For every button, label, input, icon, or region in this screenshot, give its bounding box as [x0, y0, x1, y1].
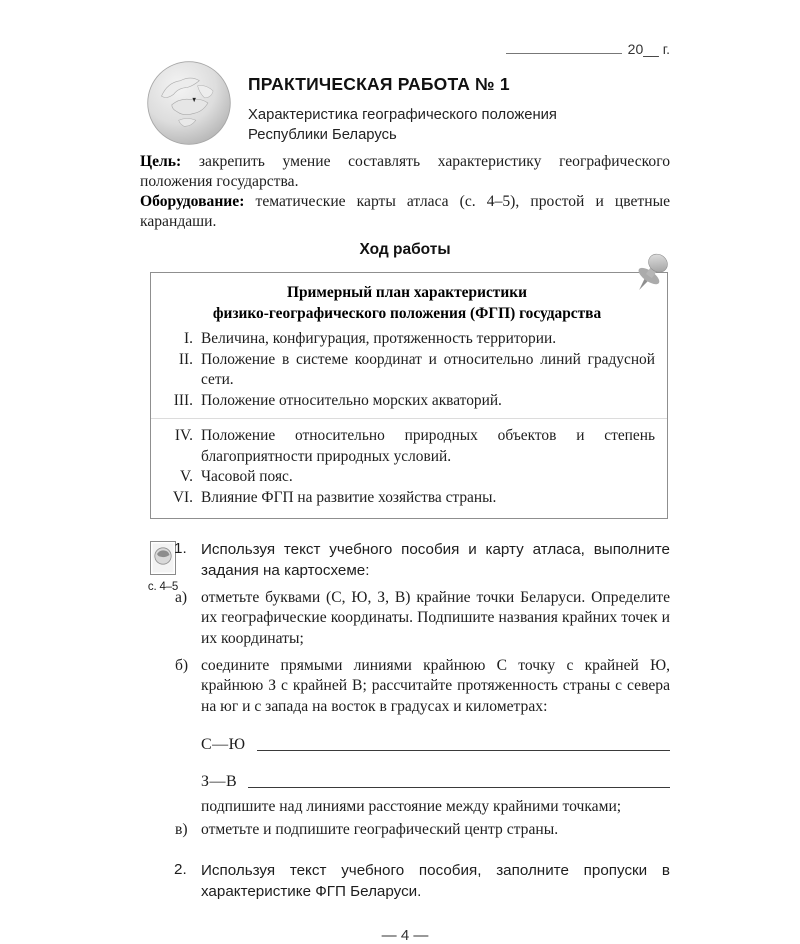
plan-item-number: V. — [180, 468, 193, 486]
subtitle-line-2: Республики Беларусь — [248, 126, 397, 143]
answer-blank-line[interactable] — [248, 773, 670, 788]
plan-title-line-2: физико-географического положения (ФГП) государства — [212, 305, 602, 323]
margin-page-note: с. 4–5 — [147, 581, 179, 594]
subtitle-line-1: Характеристика географического положения — [248, 107, 557, 123]
task-number: 2. — [174, 861, 187, 879]
subitem-label: в) — [175, 821, 188, 839]
equipment-label: Оборудование: — [140, 192, 245, 210]
answer-line-n-s — [201, 736, 670, 754]
task-1-subitem-a — [175, 588, 670, 649]
plan-item-number: III. — [173, 391, 193, 409]
date-blank-line[interactable] — [506, 40, 622, 54]
task-2 — [174, 861, 670, 902]
work-heading: Ход работы — [359, 240, 451, 258]
plan-box-title — [159, 282, 655, 325]
task-1-subitem-v — [175, 820, 670, 840]
goal-label: Цель: — [140, 153, 182, 170]
task-number: 1. — [174, 540, 187, 558]
plan-item — [159, 426, 655, 467]
after-lines-note: подпишите над линиями расстояние между крайними точками; — [201, 797, 622, 815]
plan-list — [159, 329, 655, 508]
atlas-icon — [150, 541, 176, 575]
plan-item — [159, 329, 655, 349]
date-suffix: 20__ г. — [627, 41, 670, 57]
tasks-section — [140, 540, 670, 902]
plan-item-text: Величина, конфигурация, протяженность территории. — [201, 330, 557, 348]
plan-item — [159, 350, 655, 391]
task-1-text: Используя текст учебного пособия и карту атласа, выполните задания на картосхеме: — [201, 541, 670, 579]
plan-item — [159, 391, 655, 411]
plan-item-text: Положение в системе координат и относительно линий градусной сети. — [201, 350, 655, 389]
plan-item-text: Положение относительно морских акваторий. — [201, 391, 502, 409]
subitem-text: соедините прямыми линиями крайнюю С точку с крайней Ю, крайнюю З с крайней В; рассчитайте протяженность страны с севера на юг и с запада на восток в градусах и километрах: — [201, 657, 670, 715]
header-text — [248, 60, 557, 146]
answer-line-label: З—В — [201, 772, 238, 790]
plan-item — [159, 488, 655, 508]
subitem-text: отметьте и подпишите географический центр страны. — [201, 821, 559, 839]
equipment-text: тематические карты атласа (с. 4–5), простой и цветные карандаши. — [140, 192, 670, 230]
task-1 — [147, 540, 670, 840]
plan-item-text: Часовой пояс. — [201, 468, 293, 486]
page-subtitle — [248, 106, 557, 145]
header — [140, 60, 670, 146]
plan-item-number: I. — [184, 330, 193, 348]
plan-item-number: IV. — [174, 427, 193, 445]
goal-text: закрепить умение составлять характеристику географического положения государства. — [140, 153, 670, 190]
plan-item-number: II. — [178, 350, 193, 368]
plan-item-number: VI. — [172, 488, 193, 506]
answer-line-label: С—Ю — [201, 735, 246, 753]
plan-item — [159, 467, 655, 487]
equipment-paragraph — [140, 192, 670, 232]
subitem-label: а) — [175, 589, 188, 607]
answer-line-w-e — [201, 773, 670, 791]
pushpin-icon — [624, 246, 678, 302]
subitem-label: б) — [175, 657, 189, 675]
page-title: ПРАКТИЧЕСКАЯ РАБОТА № 1 — [248, 74, 510, 94]
task-2-text: Используя текст учебного пособия, заполните пропуски в характеристике ФГП Беларуси. — [201, 862, 670, 900]
plan-item-text: Положение относительно природных объектов и степень благоприятности природных условий. — [201, 427, 655, 465]
subitem-text: отметьте буквами (С, Ю, З, В) крайние точки Беларуси. Определите их географические координаты. Подпишите названия крайних точек и их координаты; — [201, 589, 670, 647]
globe-icon — [146, 60, 232, 146]
answer-blank-line[interactable] — [257, 736, 670, 751]
plan-box — [150, 272, 668, 519]
box-divider — [151, 418, 667, 419]
date-row — [140, 40, 670, 58]
page-content — [140, 40, 670, 944]
plan-item-text: Влияние ФГП на развитие хозяйства страны. — [201, 488, 497, 506]
page-number: — 4 — — [381, 927, 429, 944]
task-1-subitem-b — [175, 656, 670, 717]
intro-section — [140, 152, 670, 232]
plan-title-line-1: Примерный план характеристики — [287, 283, 527, 301]
goal-paragraph — [140, 152, 670, 192]
